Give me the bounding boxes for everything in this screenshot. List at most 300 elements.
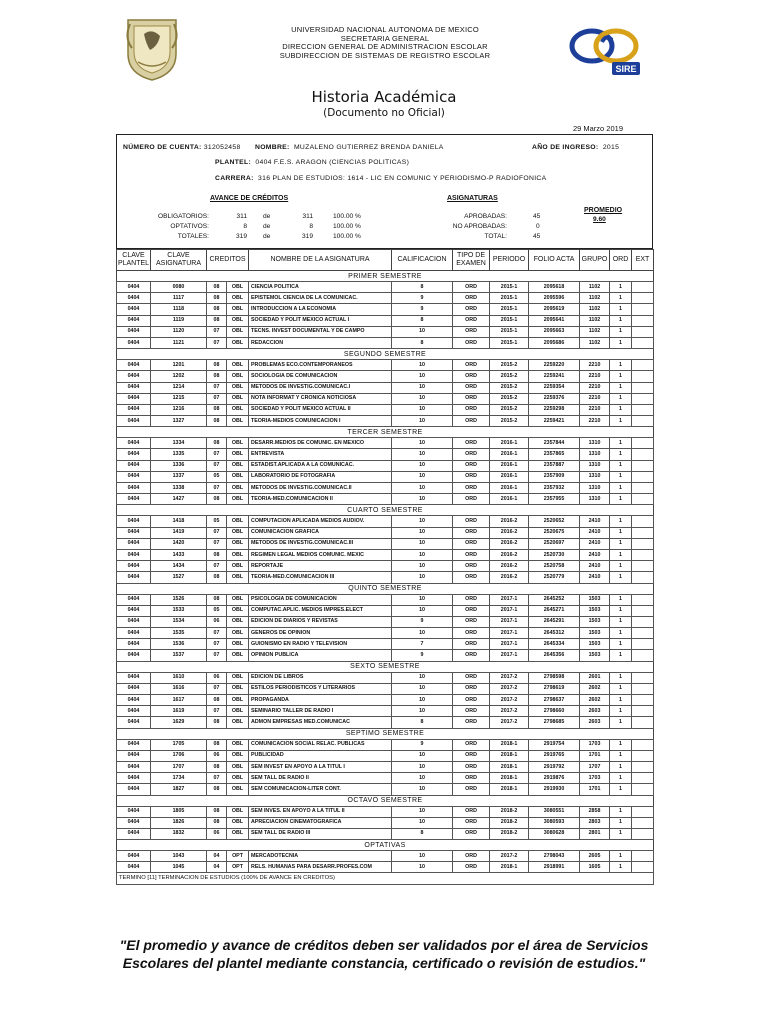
cell-folio: 2357932	[529, 483, 580, 494]
cell-periodo: 2018-1	[490, 750, 529, 761]
cell-periodo: 2015-1	[490, 337, 529, 348]
avance-title: AVANCE DE CRÉDITOS	[210, 195, 289, 202]
carrera-value: 316 PLAN DE ESTUDIOS: 1614 - LIC EN COMUNIC Y PERIODISMO-P RADIOFONICA	[258, 175, 547, 182]
cell-calificacion: 7	[392, 639, 453, 650]
document-date: 29 Marzo 2019	[572, 124, 623, 133]
cell-tipo-examen: ORD	[453, 828, 490, 839]
cell-tipo-examen: ORD	[453, 750, 490, 761]
cell-ext	[632, 817, 654, 828]
avance-pct: 100.00 %	[333, 213, 361, 220]
cell-calificacion: 10	[392, 817, 453, 828]
cell-periodo: 2015-2	[490, 382, 529, 393]
cell-grupo: 1503	[580, 650, 610, 661]
cell-clave-plantel: 0404	[117, 695, 151, 706]
cell-tipo-examen: ORD	[453, 806, 490, 817]
cell-ord: 1	[610, 326, 632, 337]
cell-clave-asignatura: 1121	[151, 337, 207, 348]
cell-periodo: 2016-1	[490, 460, 529, 471]
table-row	[117, 337, 654, 348]
cell-creditos: 08	[207, 404, 227, 415]
cell-nombre: SEM COMUNICACION-LITER CONT.	[249, 784, 392, 795]
table-row	[117, 326, 654, 337]
cell-clave-asignatura: 1629	[151, 717, 207, 728]
cell-ext	[632, 806, 654, 817]
termino-row	[117, 873, 654, 884]
semester-name: QUINTO SEMESTRE	[117, 583, 654, 594]
cell-clave-asignatura: 0080	[151, 282, 207, 293]
cell-caracter: OBL	[227, 516, 249, 527]
semester-header-row	[117, 583, 654, 594]
cell-caracter: OBL	[227, 304, 249, 315]
cell-calificacion: 10	[392, 605, 453, 616]
cell-creditos: 06	[207, 672, 227, 683]
col-grupo: GRUPO	[580, 250, 610, 271]
cell-clave-asignatura: 1120	[151, 326, 207, 337]
cell-folio: 2919765	[529, 750, 580, 761]
cell-clave-asignatura: 1202	[151, 371, 207, 382]
cell-clave-plantel: 0404	[117, 449, 151, 460]
cell-nombre: ENTREVISTA	[249, 449, 392, 460]
cell-creditos: 08	[207, 594, 227, 605]
cell-folio: 2645312	[529, 628, 580, 639]
cell-ord: 1	[610, 549, 632, 560]
table-row	[117, 483, 654, 494]
col-calificacion: CALIFICACION	[392, 250, 453, 271]
cell-ext	[632, 639, 654, 650]
cell-periodo: 2017-2	[490, 706, 529, 717]
cell-creditos: 07	[207, 650, 227, 661]
cell-clave-plantel: 0404	[117, 750, 151, 761]
cell-periodo: 2018-2	[490, 806, 529, 817]
cell-folio: 2645252	[529, 594, 580, 605]
cell-nombre: RELS. HUMANAS PARA DESARR.PROFES.COM	[249, 862, 392, 873]
cell-ext	[632, 304, 654, 315]
cell-ord: 1	[610, 650, 632, 661]
cell-clave-plantel: 0404	[117, 706, 151, 717]
cell-clave-plantel: 0404	[117, 561, 151, 572]
cell-creditos: 07	[207, 460, 227, 471]
avance-total: 8	[309, 223, 313, 230]
cell-nombre: COMPUTAC.APLIC. MEDIOS IMPRES.ELECT	[249, 605, 392, 616]
cell-tipo-examen: ORD	[453, 784, 490, 795]
table-row	[117, 594, 654, 605]
cell-creditos: 08	[207, 416, 227, 427]
table-header-row	[117, 250, 654, 271]
cell-creditos: 08	[207, 739, 227, 750]
cell-calificacion: 9	[392, 293, 453, 304]
cell-creditos: 07	[207, 538, 227, 549]
cell-folio: 3080593	[529, 817, 580, 828]
cell-clave-plantel: 0404	[117, 683, 151, 694]
cell-creditos: 04	[207, 862, 227, 873]
cell-ext	[632, 628, 654, 639]
cell-grupo: 1102	[580, 282, 610, 293]
cell-ord: 1	[610, 639, 632, 650]
cell-periodo: 2017-1	[490, 605, 529, 616]
cell-creditos: 08	[207, 817, 227, 828]
cell-periodo: 2018-2	[490, 828, 529, 839]
avance-label: OBLIGATORIOS:	[157, 213, 209, 220]
cell-folio: 2095618	[529, 282, 580, 293]
cell-caracter: OBL	[227, 293, 249, 304]
cell-ext	[632, 750, 654, 761]
table-row	[117, 706, 654, 717]
cell-clave-asignatura: 1610	[151, 672, 207, 683]
cell-nombre: PSICOLOGIA DE COMUNICACION	[249, 594, 392, 605]
cell-clave-plantel: 0404	[117, 293, 151, 304]
cell-periodo: 2016-2	[490, 572, 529, 583]
cell-tipo-examen: ORD	[453, 538, 490, 549]
cell-clave-plantel: 0404	[117, 851, 151, 862]
cell-creditos: 08	[207, 761, 227, 772]
cell-caracter: OBL	[227, 471, 249, 482]
cell-periodo: 2017-1	[490, 594, 529, 605]
cell-periodo: 2017-2	[490, 695, 529, 706]
cell-calificacion: 10	[392, 382, 453, 393]
promedio-value: 9.60	[593, 216, 606, 223]
cell-calificacion: 8	[392, 282, 453, 293]
cell-caracter: OBL	[227, 761, 249, 772]
cell-clave-asignatura: 1335	[151, 449, 207, 460]
cell-periodo: 2016-1	[490, 483, 529, 494]
table-row	[117, 404, 654, 415]
cell-nombre: SEM TALL DE RADIO III	[249, 828, 392, 839]
ingreso-line	[532, 144, 619, 151]
cell-grupo: 1701	[580, 784, 610, 795]
cell-grupo: 2601	[580, 672, 610, 683]
cell-nombre: REGIMEN LEGAL MEDIOS COMUNIC. MEXIC	[249, 549, 392, 560]
cell-ord: 1	[610, 739, 632, 750]
cell-ord: 1	[610, 337, 632, 348]
cell-grupo: 2410	[580, 538, 610, 549]
table-row	[117, 561, 654, 572]
cell-caracter: OBL	[227, 360, 249, 371]
cell-calificacion: 10	[392, 371, 453, 382]
cell-tipo-examen: ORD	[453, 672, 490, 683]
cell-creditos: 07	[207, 683, 227, 694]
cell-folio: 2259298	[529, 404, 580, 415]
cell-clave-plantel: 0404	[117, 516, 151, 527]
cell-clave-asignatura: 1434	[151, 561, 207, 572]
cell-grupo: 2803	[580, 817, 610, 828]
cell-clave-asignatura: 1420	[151, 538, 207, 549]
cell-ext	[632, 683, 654, 694]
table-row	[117, 315, 654, 326]
cell-clave-plantel: 0404	[117, 572, 151, 583]
cell-folio: 2798660	[529, 706, 580, 717]
cell-tipo-examen: ORD	[453, 851, 490, 862]
cell-ext	[632, 460, 654, 471]
cell-caracter: OBL	[227, 628, 249, 639]
cell-periodo: 2016-1	[490, 471, 529, 482]
cell-clave-asignatura: 1045	[151, 862, 207, 873]
cell-nombre: SOCIEDAD Y POLIT MEXICO ACTUAL I	[249, 315, 392, 326]
cell-folio: 2520675	[529, 527, 580, 538]
table-row	[117, 773, 654, 784]
cell-periodo: 2016-1	[490, 449, 529, 460]
cell-ext	[632, 605, 654, 616]
cell-folio: 2919930	[529, 784, 580, 795]
table-row	[117, 828, 654, 839]
cell-creditos: 07	[207, 326, 227, 337]
carrera-line	[215, 175, 546, 182]
cell-periodo: 2017-1	[490, 628, 529, 639]
cell-creditos: 08	[207, 695, 227, 706]
cell-calificacion: 10	[392, 862, 453, 873]
cell-creditos: 05	[207, 516, 227, 527]
cell-clave-asignatura: 1616	[151, 683, 207, 694]
cell-grupo: 1102	[580, 326, 610, 337]
avance-total: 319	[301, 233, 313, 240]
cell-tipo-examen: ORD	[453, 739, 490, 750]
cell-ord: 1	[610, 750, 632, 761]
cell-nombre: DESARR.MEDIOS DE COMUNIC. EN MEXICO	[249, 438, 392, 449]
cell-caracter: OBL	[227, 538, 249, 549]
cell-caracter: OBL	[227, 393, 249, 404]
cell-clave-plantel: 0404	[117, 594, 151, 605]
cuenta-line	[123, 144, 241, 151]
cell-tipo-examen: ORD	[453, 315, 490, 326]
cell-ext	[632, 449, 654, 460]
cell-ext	[632, 672, 654, 683]
cell-ord: 1	[610, 616, 632, 627]
cell-clave-plantel: 0404	[117, 371, 151, 382]
table-row	[117, 817, 654, 828]
cell-caracter: OBL	[227, 806, 249, 817]
cell-folio: 2798685	[529, 717, 580, 728]
cell-grupo: 2602	[580, 695, 610, 706]
cell-tipo-examen: ORD	[453, 471, 490, 482]
cell-clave-asignatura: 1533	[151, 605, 207, 616]
cell-ord: 1	[610, 717, 632, 728]
cell-nombre: METODOS DE INVESTIG.COMUNICAC.III	[249, 538, 392, 549]
cell-clave-asignatura: 1338	[151, 483, 207, 494]
cell-nombre: REPORTAJE	[249, 561, 392, 572]
cell-caracter: OBL	[227, 416, 249, 427]
table-row	[117, 572, 654, 583]
cell-periodo: 2016-1	[490, 438, 529, 449]
cell-ext	[632, 717, 654, 728]
table-row	[117, 616, 654, 627]
cell-clave-plantel: 0404	[117, 828, 151, 839]
cell-clave-asignatura: 1534	[151, 616, 207, 627]
cell-grupo: 2801	[580, 828, 610, 839]
cell-clave-asignatura: 1334	[151, 438, 207, 449]
cell-ord: 1	[610, 315, 632, 326]
cell-caracter: OPT	[227, 862, 249, 873]
cell-periodo: 2015-2	[490, 404, 529, 415]
cell-nombre: REDACCION	[249, 337, 392, 348]
cell-folio: 2645291	[529, 616, 580, 627]
cell-clave-asignatura: 1537	[151, 650, 207, 661]
cell-grupo: 2602	[580, 683, 610, 694]
cell-ext	[632, 706, 654, 717]
avance-label: TOTALES:	[177, 233, 209, 240]
cell-folio: 2520652	[529, 516, 580, 527]
cell-ext	[632, 483, 654, 494]
cell-nombre: MERCADOTECNIA	[249, 851, 392, 862]
cell-ext	[632, 438, 654, 449]
cell-creditos: 08	[207, 371, 227, 382]
cell-caracter: OBL	[227, 616, 249, 627]
cell-nombre: EPISTEMOL CIENCIA DE LA COMUNICAC.	[249, 293, 392, 304]
cell-ext	[632, 416, 654, 427]
cell-calificacion: 10	[392, 360, 453, 371]
cell-grupo: 1503	[580, 616, 610, 627]
cell-tipo-examen: ORD	[453, 449, 490, 460]
nombre-label: NOMBRE:	[255, 144, 290, 151]
table-row	[117, 449, 654, 460]
cell-clave-asignatura: 1526	[151, 594, 207, 605]
cell-clave-asignatura: 1419	[151, 527, 207, 538]
table-row	[117, 549, 654, 560]
cell-creditos: 06	[207, 616, 227, 627]
student-info-box	[116, 134, 653, 249]
cell-periodo: 2018-2	[490, 817, 529, 828]
nombre-value: MUZALENO GUTIERREZ BRENDA DANIELA	[293, 144, 444, 151]
cell-clave-plantel: 0404	[117, 817, 151, 828]
cell-folio: 2259376	[529, 393, 580, 404]
table-row	[117, 416, 654, 427]
cell-tipo-examen: ORD	[453, 561, 490, 572]
cell-grupo: 2210	[580, 371, 610, 382]
table-row	[117, 304, 654, 315]
cell-ord: 1	[610, 828, 632, 839]
cell-clave-asignatura: 1707	[151, 761, 207, 772]
cell-clave-asignatura: 1216	[151, 404, 207, 415]
cell-clave-plantel: 0404	[117, 315, 151, 326]
cell-ext	[632, 761, 654, 772]
cell-nombre: APRECIACION CINEMATOGRAFICA	[249, 817, 392, 828]
semester-name: OCTAVO SEMESTRE	[117, 795, 654, 806]
semester-name: TERCER SEMESTRE	[117, 427, 654, 438]
col-tipo-examen: TIPO DE EXAMEN	[453, 250, 490, 271]
cell-folio: 2918991	[529, 862, 580, 873]
cell-calificacion: 10	[392, 628, 453, 639]
cell-ext	[632, 828, 654, 839]
cell-folio: 2798637	[529, 695, 580, 706]
cell-folio: 2095641	[529, 315, 580, 326]
cell-grupo: 1310	[580, 494, 610, 505]
cell-folio: 2645271	[529, 605, 580, 616]
cell-calificacion: 10	[392, 851, 453, 862]
cell-ext	[632, 594, 654, 605]
cell-ord: 1	[610, 784, 632, 795]
cell-tipo-examen: ORD	[453, 817, 490, 828]
plantel-line	[215, 159, 409, 166]
unam-crest-logo	[122, 14, 182, 82]
col-ord: ORD	[610, 250, 632, 271]
cell-caracter: OBL	[227, 449, 249, 460]
cell-caracter: OBL	[227, 695, 249, 706]
cell-caracter: OBL	[227, 605, 249, 616]
cell-ext	[632, 561, 654, 572]
cell-ord: 1	[610, 371, 632, 382]
cell-ord: 1	[610, 438, 632, 449]
cell-grupo: 2210	[580, 393, 610, 404]
cell-calificacion: 8	[392, 337, 453, 348]
cell-periodo: 2015-1	[490, 315, 529, 326]
cell-periodo: 2015-1	[490, 326, 529, 337]
semester-header-row	[117, 505, 654, 516]
cell-caracter: OBL	[227, 706, 249, 717]
cell-tipo-examen: ORD	[453, 304, 490, 315]
table-row	[117, 650, 654, 661]
cell-creditos: 07	[207, 628, 227, 639]
cell-folio: 2357844	[529, 438, 580, 449]
cell-tipo-examen: ORD	[453, 616, 490, 627]
cell-ord: 1	[610, 360, 632, 371]
cell-tipo-examen: ORD	[453, 761, 490, 772]
cell-ord: 1	[610, 683, 632, 694]
cell-nombre: EDICION DE LIBROS	[249, 672, 392, 683]
cell-ord: 1	[610, 605, 632, 616]
cell-tipo-examen: ORD	[453, 438, 490, 449]
cell-calificacion: 10	[392, 483, 453, 494]
cell-nombre: SEM INVES. EN APOYO A LA TITUL II	[249, 806, 392, 817]
cell-tipo-examen: ORD	[453, 483, 490, 494]
semester-header-row	[117, 840, 654, 851]
cell-creditos: 07	[207, 483, 227, 494]
cell-folio: 2520697	[529, 538, 580, 549]
cell-creditos: 07	[207, 393, 227, 404]
asignaturas-value: 45	[533, 233, 541, 240]
cell-creditos: 08	[207, 304, 227, 315]
cell-calificacion: 10	[392, 750, 453, 761]
cell-ord: 1	[610, 594, 632, 605]
cell-caracter: OBL	[227, 371, 249, 382]
cell-clave-plantel: 0404	[117, 862, 151, 873]
cell-tipo-examen: ORD	[453, 695, 490, 706]
cell-clave-plantel: 0404	[117, 337, 151, 348]
cell-nombre: METODOS DE INVESTIG.COMUNICAC.I	[249, 382, 392, 393]
cell-clave-plantel: 0404	[117, 650, 151, 661]
cell-tipo-examen: ORD	[453, 337, 490, 348]
cell-tipo-examen: ORD	[453, 549, 490, 560]
cell-clave-asignatura: 1734	[151, 773, 207, 784]
cell-caracter: OPT	[227, 851, 249, 862]
cell-calificacion: 10	[392, 538, 453, 549]
cell-tipo-examen: ORD	[453, 683, 490, 694]
table-row	[117, 393, 654, 404]
cell-caracter: OBL	[227, 828, 249, 839]
cell-tipo-examen: ORD	[453, 360, 490, 371]
cell-calificacion: 10	[392, 773, 453, 784]
cell-periodo: 2018-1	[490, 739, 529, 750]
cell-grupo: 2410	[580, 561, 610, 572]
cell-clave-plantel: 0404	[117, 460, 151, 471]
cell-creditos: 08	[207, 438, 227, 449]
cell-nombre: METODOS DE INVESTIG.COMUNICAC.II	[249, 483, 392, 494]
cell-creditos: 05	[207, 605, 227, 616]
cell-nombre: SOCIEDAD Y POLIT MEXICO ACTUAL II	[249, 404, 392, 415]
cell-ord: 1	[610, 471, 632, 482]
table-row	[117, 739, 654, 750]
cell-clave-plantel: 0404	[117, 416, 151, 427]
cell-ext	[632, 739, 654, 750]
plantel-label: PLANTEL:	[215, 159, 252, 166]
cell-creditos: 08	[207, 360, 227, 371]
cell-tipo-examen: ORD	[453, 862, 490, 873]
cell-clave-asignatura: 1215	[151, 393, 207, 404]
cell-caracter: OBL	[227, 460, 249, 471]
col-clave-plantel: CLAVE PLANTEL	[117, 250, 151, 271]
cell-caracter: OBL	[227, 527, 249, 538]
cell-folio: 2357955	[529, 494, 580, 505]
table-row	[117, 639, 654, 650]
cell-creditos: 07	[207, 706, 227, 717]
cell-ext	[632, 393, 654, 404]
